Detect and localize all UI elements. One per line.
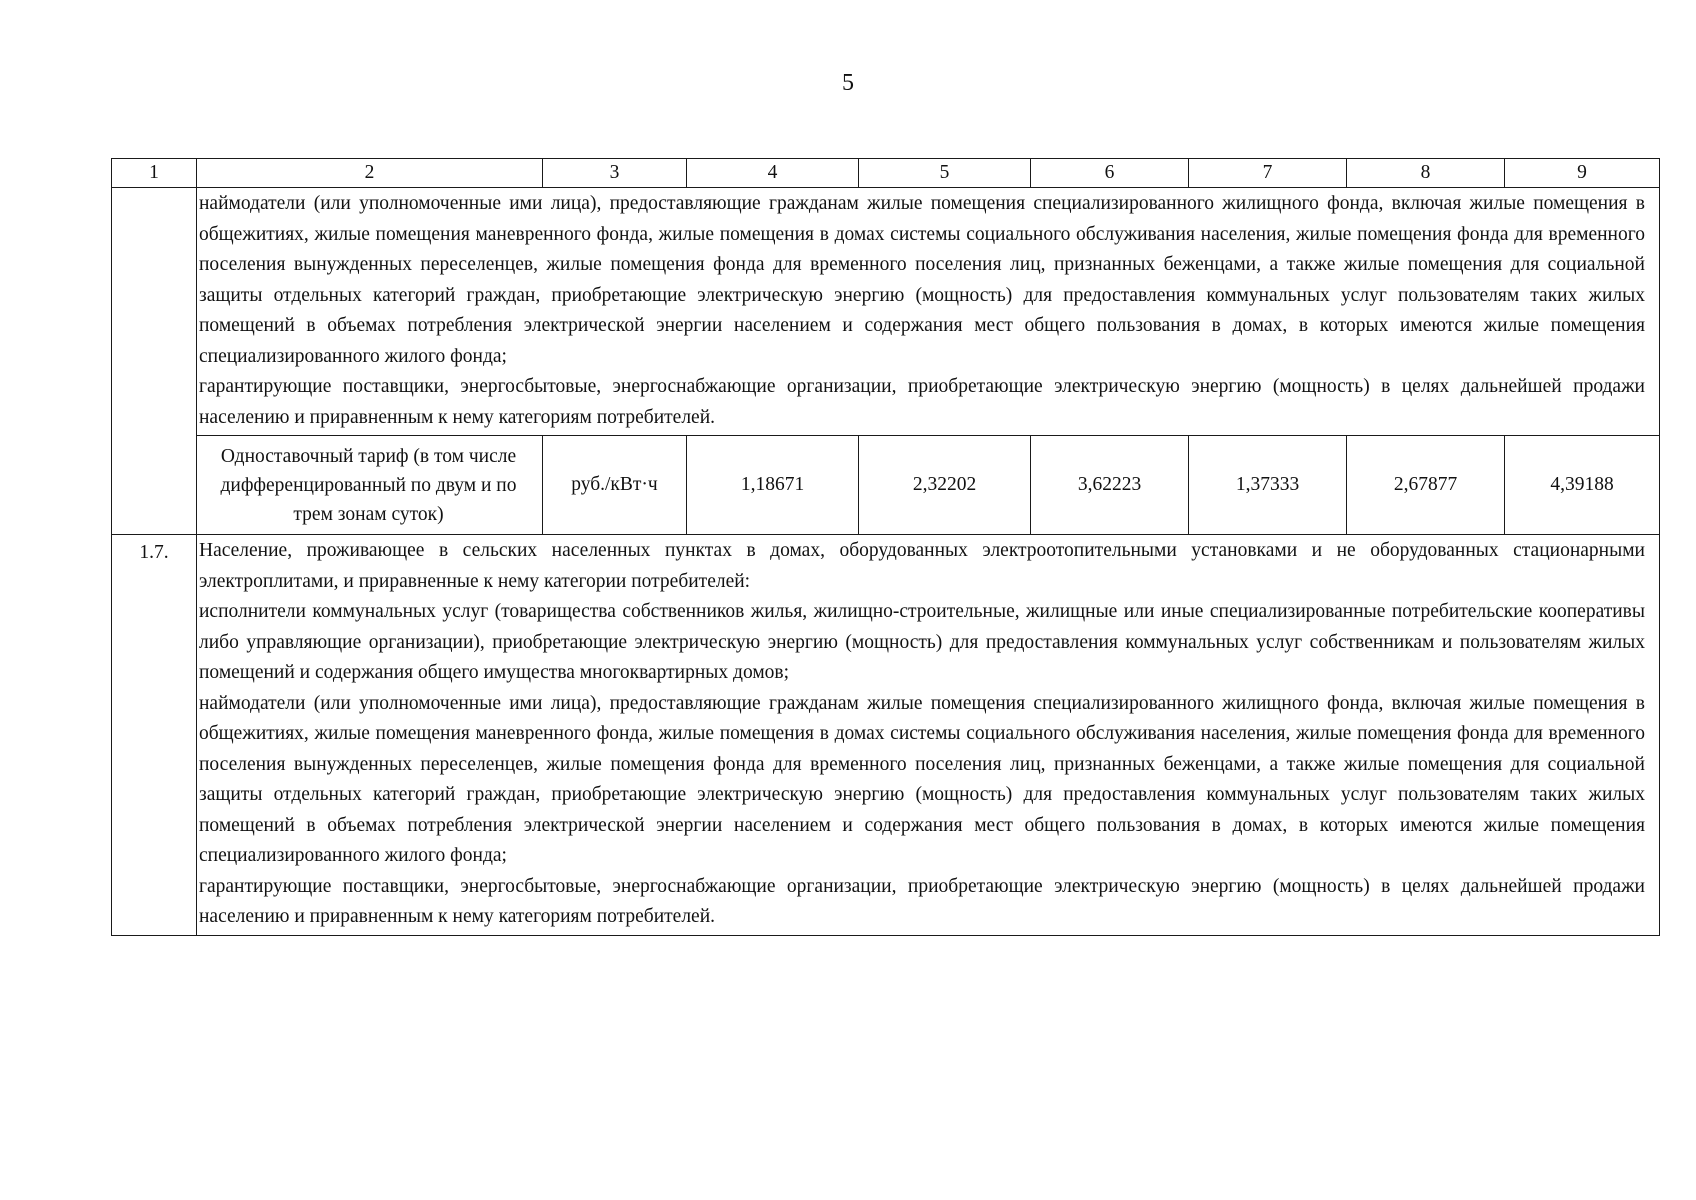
tariff-value: 3,62223 [1031,436,1189,535]
tariff-label: Одноставочный тариф (в том числе дифференцированный по двум и по трем зонам суток) [197,436,543,535]
paragraph: Население, проживающее в сельских населенных пунктах в домах, оборудованных электроотопительными установками и не оборудованных стационарными электроплитами, и приравненные к нему категории потребителей: [199,540,1645,592]
column-number-header-row [112,159,1660,188]
column-header: 8 [1347,159,1505,188]
continued-section-row [112,188,1660,436]
column-header: 3 [543,159,687,188]
column-header: 6 [1031,159,1189,188]
tariff-unit: руб./кВт·ч [543,436,687,535]
row-number-cell [112,188,197,535]
tariff-row [112,436,1660,535]
row-number-cell: 1.7. [112,535,197,936]
tariff-value: 1,37333 [1189,436,1347,535]
column-header: 9 [1505,159,1660,188]
paragraph: наймодатели (или уполномоченные ими лица), предоставляющие гражданам жилые помещения специализированного жилищного фонда, включая жилые помещения в общежитиях, жилые помещения маневренного фонда, жилые помещения в домах системы социального обслуживания населения, жилые помещения фонда для временного поселения вынужденных переселенцев, жилые помещения фонда для временного поселения лиц, признанных беженцами, а также жилые помещения для социальной защиты отдельных категорий граждан, приобретающие электрическую энергию (мощность) для предоставления коммунальных услуг пользователям таких жилых помещений в объемах потребления электрической энергии населением и содержания мест общего пользования в домах, в которых имеются жилые помещения специализированного жилого фонда; [199,193,1645,367]
tariff-table [111,158,1660,936]
column-header: 7 [1189,159,1347,188]
consumer-category-description [197,188,1660,436]
paragraph: исполнители коммунальных услуг (товарищества собственников жилья, жилищно-строительные, жилищные или иные специализированные потребительские кооперативы либо управляющие организации), приобретающие электрическую энергию (мощность) для предоставления коммунальных услуг собственникам и пользователям жилых помещений и содержания общего имущества многоквартирных домов; [199,601,1645,683]
consumer-category-description [197,535,1660,936]
paragraph: гарантирующие поставщики, энергосбытовые, энергоснабжающие организации, приобретающие электрическую энергию (мощность) в целях дальнейшей продажи населению и приравненным к нему категориям потребителей. [199,875,1645,927]
page-number: 5 [842,70,854,96]
paragraph: наймодатели (или уполномоченные ими лица), предоставляющие гражданам жилые помещения специализированного жилищного фонда, включая жилые помещения в общежитиях, жилые помещения маневренного фонда, жилые помещения в домах системы социального обслуживания населения, жилые помещения фонда для временного поселения вынужденных переселенцев, жилые помещения фонда для временного поселения лиц, признанных беженцами, а также жилые помещения для социальной защиты отдельных категорий граждан, приобретающие электрическую энергию (мощность) для предоставления коммунальных услуг пользователям таких жилых помещений в объемах потребления электрической энергии населением и содержания мест общего пользования в домах, в которых имеются жилые помещения специализированного жилого фонда; [199,692,1645,866]
column-header: 4 [687,159,859,188]
section-1-7-row [112,535,1660,936]
paragraph: гарантирующие поставщики, энергосбытовые, энергоснабжающие организации, приобретающие электрическую энергию (мощность) в целях дальнейшей продажи населению и приравненным к нему категориям потребителей. [199,376,1645,428]
tariff-value: 2,67877 [1347,436,1505,535]
tariff-value: 1,18671 [687,436,859,535]
tariff-value: 2,32202 [859,436,1031,535]
column-header: 1 [112,159,197,188]
tariff-value: 4,39188 [1505,436,1660,535]
column-header: 2 [197,159,543,188]
column-header: 5 [859,159,1031,188]
